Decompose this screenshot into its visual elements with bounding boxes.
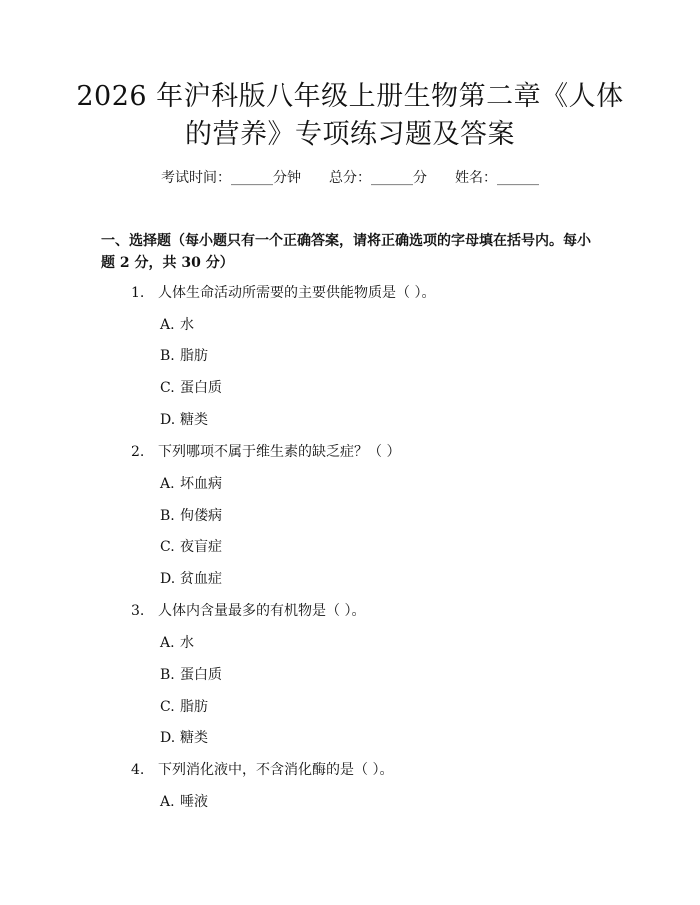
option-text: 脂肪 bbox=[180, 699, 208, 715]
question-text: 人体内含量最多的有机物是（ ）。 bbox=[158, 603, 366, 619]
option-letter: A. bbox=[160, 476, 175, 492]
question-number: 4. bbox=[131, 762, 145, 778]
title-line-1: 2026 年沪科版八年级上册生物第二章《人体 bbox=[76, 81, 624, 112]
question-text: 人体生命活动所需要的主要供能物质是（ ）。 bbox=[158, 285, 436, 301]
option-text: 糖类 bbox=[180, 412, 208, 428]
option-1c bbox=[160, 378, 222, 398]
option-3d bbox=[160, 728, 208, 748]
option-letter: B. bbox=[160, 508, 175, 524]
option-2a bbox=[160, 474, 222, 494]
option-text: 糖类 bbox=[180, 730, 208, 746]
option-letter: D. bbox=[160, 412, 176, 428]
option-3b bbox=[160, 665, 222, 685]
option-letter: C. bbox=[160, 539, 175, 555]
option-2c bbox=[160, 537, 222, 557]
option-letter: D. bbox=[160, 571, 176, 587]
option-letter: D. bbox=[160, 730, 176, 746]
option-letter: C. bbox=[160, 380, 175, 396]
total-score-field: 总分：______分 bbox=[329, 170, 427, 186]
option-letter: A. bbox=[160, 794, 175, 810]
option-2d bbox=[160, 569, 222, 589]
question-text: 下列哪项不属于维生素的缺乏症？（ ） bbox=[158, 444, 401, 460]
question-number: 2. bbox=[131, 444, 145, 460]
option-3c bbox=[160, 697, 208, 717]
option-letter: C. bbox=[160, 699, 175, 715]
question-number: 3. bbox=[131, 603, 145, 619]
option-text: 夜盲症 bbox=[180, 539, 222, 555]
section-heading-multiple-choice: 一、选择题（每小题只有一个正确答案，请将正确选项的字母填在括号内。每小题 2 分，共 30 分） bbox=[101, 233, 591, 271]
option-3a bbox=[160, 633, 194, 653]
option-text: 唾液 bbox=[180, 794, 208, 810]
option-letter: A. bbox=[160, 317, 175, 333]
student-name-field: 姓名：______ bbox=[455, 170, 539, 186]
question-4 bbox=[131, 760, 393, 780]
option-text: 贫血症 bbox=[180, 571, 222, 587]
document-title bbox=[60, 78, 640, 154]
option-text: 佝偻病 bbox=[180, 508, 222, 524]
option-1d bbox=[160, 410, 208, 430]
exam-time-field: 考试时间：______分钟 bbox=[161, 170, 301, 186]
question-text: 下列消化液中，不含消化酶的是（ ）。 bbox=[158, 762, 394, 778]
option-text: 脂肪 bbox=[180, 348, 208, 364]
option-text: 水 bbox=[180, 635, 194, 651]
option-letter: B. bbox=[160, 348, 175, 364]
option-text: 坏血病 bbox=[180, 476, 222, 492]
option-text: 水 bbox=[180, 317, 194, 333]
option-letter: A. bbox=[160, 635, 175, 651]
question-3 bbox=[131, 601, 365, 621]
option-text: 蛋白质 bbox=[180, 380, 222, 396]
question-2 bbox=[131, 442, 400, 462]
question-number: 1. bbox=[131, 285, 145, 301]
option-2b bbox=[160, 506, 222, 526]
question-1 bbox=[131, 283, 435, 303]
option-letter: B. bbox=[160, 667, 175, 683]
title-line-2: 的营养》专项练习题及答案 bbox=[185, 119, 515, 150]
option-1a bbox=[160, 315, 194, 335]
option-text: 蛋白质 bbox=[180, 667, 222, 683]
exam-info-line bbox=[0, 168, 700, 188]
option-1b bbox=[160, 346, 208, 366]
option-4a bbox=[160, 792, 208, 812]
